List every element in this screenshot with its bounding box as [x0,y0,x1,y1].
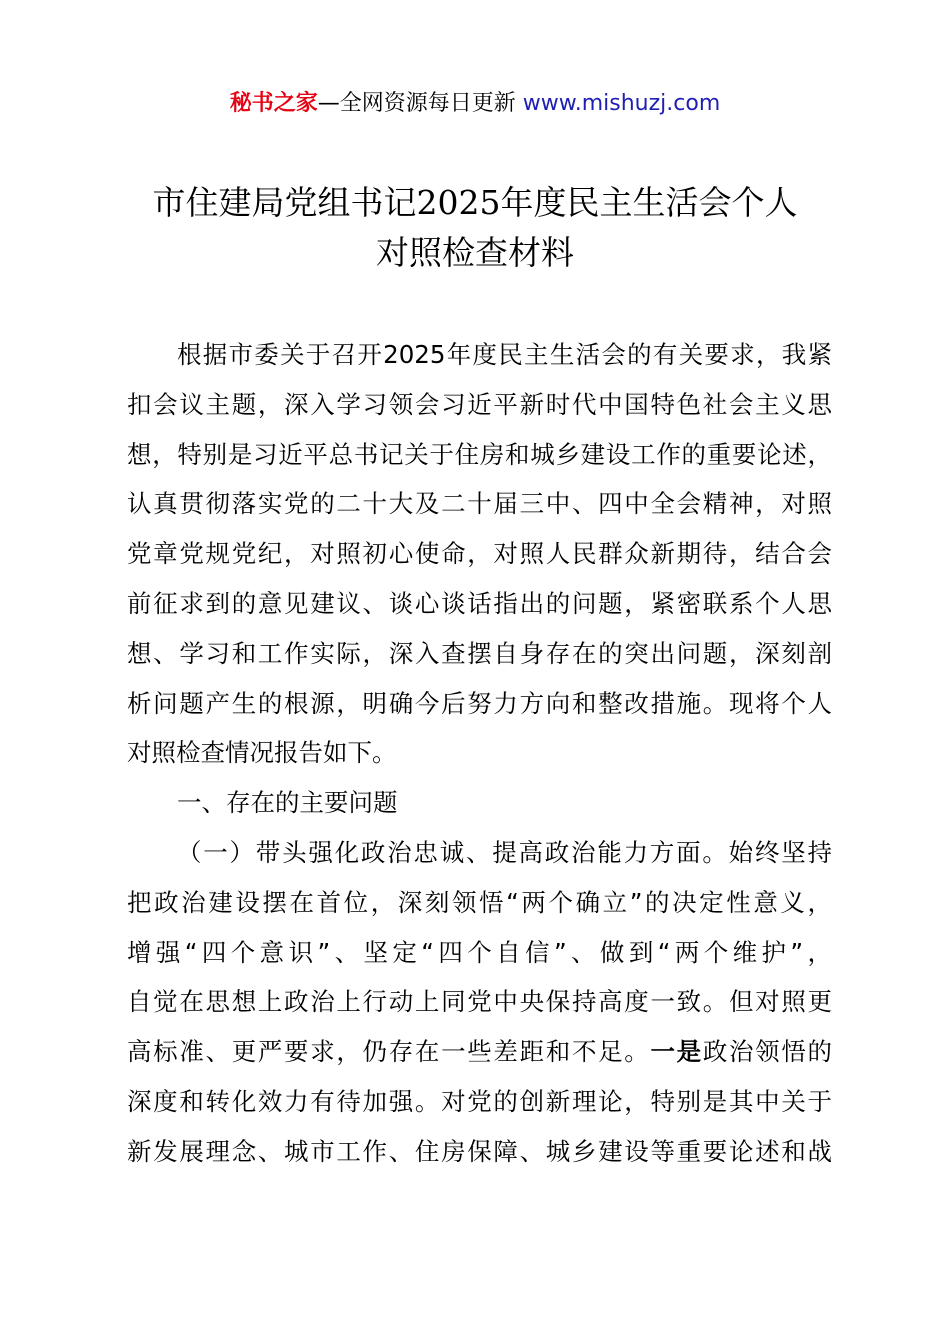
title-line-1: 市住建局党组书记2025年度民主生活会个人 [152,183,798,222]
paragraph-2-line: （一）带头强化政治忠诚、提高政治能力方面。始终坚持 [177,837,832,867]
paragraph-1-line: 认真贯彻落实党的二十大及二十届三中、四中全会精神，对照 [127,489,832,519]
paragraph-1-line: 扣会议主题，深入学习领会习近平新时代中国特色社会主义思 [127,389,832,419]
paragraph-2-text: 政治领悟的 [702,1037,833,1067]
paragraph-1-line: 前征求到的意见建议、谈心谈话指出的问题，紧密联系个人思 [127,588,832,618]
title-line-2: 对照检查材料 [376,233,574,272]
paragraph-2-line: 深度和转化效力有待加强。对党的创新理论，特别是其中关于 [127,1086,832,1116]
emphasis-label: 一是 [650,1037,703,1067]
site-header [0,86,950,122]
document-title [100,178,850,278]
paragraph-1-line: 想，特别是习近平总书记关于住房和城乡建设工作的重要论述， [127,439,832,469]
document-body [127,330,832,1177]
paragraph-1-line: 根据市委关于召开2025年度民主生活会的有关要求，我紧 [177,340,832,369]
section-heading: 一、存在的主要问题 [177,788,398,818]
paragraph-2-line-mixed [127,1027,832,1077]
site-url[interactable]: www.mishuzj.com [522,91,721,116]
paragraph-2-line: 把政治建设摆在首位，深刻领悟“两个确立”的决定性意义， [127,887,832,917]
paragraph-1-line: 对照检查情况报告如下。 [127,738,397,768]
paragraph-2-line: 新发展理念、城市工作、住房保障、城乡建设等重要论述和战 [127,1136,832,1166]
paragraph-1-line: 析问题产生的根源，明确今后努力方向和整改措施。现将个人 [127,688,832,718]
brand-name: 秘书之家 [229,91,318,116]
paragraph-2-text: 高标准、更严要求，仍存在一些差距和不足。 [127,1037,651,1067]
paragraph-1-line: 党章党规党纪，对照初心使命，对照人民群众新期待，结合会 [127,539,832,569]
paragraph-2-line: 增强“四个意识”、坚定“四个自信”、做到“两个维护”， [127,937,832,967]
header-tagline: —全网资源每日更新 [317,91,523,116]
paragraph-2-line: 自觉在思想上政治上行动上同党中央保持高度一致。但对照更 [127,987,832,1017]
paragraph-1-line: 想、学习和工作实际，深入查摆自身存在的突出问题，深刻剖 [127,638,832,668]
